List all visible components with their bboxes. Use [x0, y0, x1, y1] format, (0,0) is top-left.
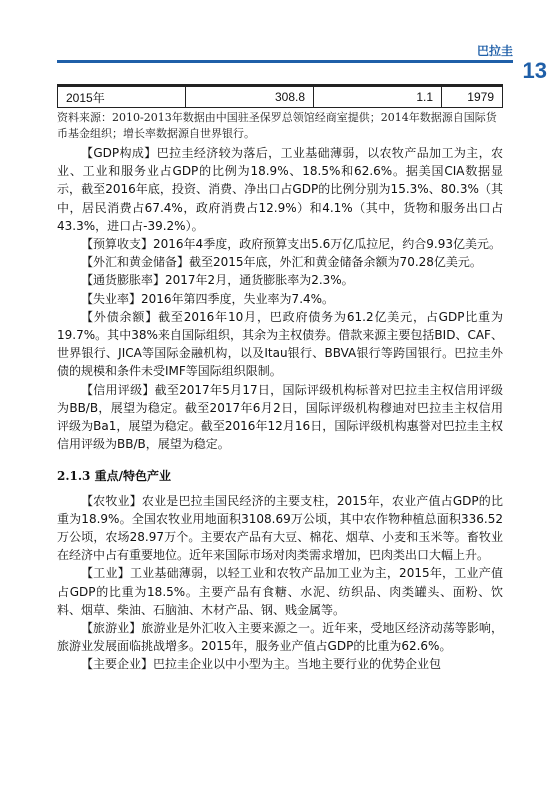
paragraph-label: 【旅游业】 [81, 621, 142, 636]
paragraph-group-industries [57, 492, 503, 674]
data-table [57, 86, 503, 108]
paragraph-text: 工业基础薄弱，以轻工业和农牧产品加工业为主，2015年，工业产值占GDP的比重为18.5%。主要产品有食糖、水泥、纺织品、肉类罐头、面粉、饮料、烟草、柴油、石脑油、木材产品、钢、贱金属等。 [57, 566, 503, 617]
paragraph-text: 截至2016年10月，巴政府债务为61.2亿美元，占GDP比重为19.7%。其中38%来自国际组织，其余为主权债券。借款来源主要包括BID、CAF、世界银行、JICA等国际金融机构，以及Itau银行、BBVA银行等跨国银行。巴拉圭外债的规模和条件未受IMF等国际组织限制。 [57, 309, 503, 379]
paragraph-label: 【预算收支】 [81, 237, 154, 252]
paragraph [57, 619, 503, 655]
paragraph-text: 旅游业是外汇收入主要来源之一。近年来，受地区经济动荡等影响，旅游业发展面临挑战增多。2015年，服务业产值占GDP的比重为62.6%。 [57, 621, 503, 654]
paragraph-text: 巴拉圭经济较为落后，工业基础薄弱，以农牧产品加工为主，农业、工业和服务业占GDP的比例为18.9%、18.5%和62.6%。据美国CIA数据显示，截至2016年底，投资、消费、净出口占GDP的比例分别为15.3%、80.3%（其中，居民消费占67.4%，政府消费占12.9%）和4.1%（其中，货物和服务出口占43.3%，进口占-39.2%）。 [57, 146, 503, 233]
paragraph [57, 564, 503, 619]
paragraph [57, 655, 503, 673]
paragraph-text: 截至2015年底，外汇和黄金储备余额为70.28亿美元。 [189, 255, 482, 270]
paragraph-label: 【主要企业】 [81, 657, 154, 672]
paragraph-label: 【通货膨胀率】 [81, 273, 166, 288]
paragraph [57, 308, 503, 381]
source-note: 资料来源：2010-2013年数据由中国驻圣保罗总领馆经商室提供；2014年数据源自国际货币基金组织；增长率数据源自世界银行。 [57, 111, 497, 140]
table-cell-growth: 1.1 [314, 87, 442, 108]
table-cell-year: 2015年 [58, 87, 186, 108]
paragraph-label: 【失业率】 [81, 291, 142, 306]
table-row [58, 87, 503, 108]
paragraph-text: 2016年4季度，政府预算支出5.6万亿瓜拉尼，约合9.93亿美元。 [153, 237, 501, 252]
paragraph [57, 492, 503, 565]
section-title: 巴拉圭 [476, 44, 513, 58]
paragraph-text: 巴拉圭企业以中小型为主。当地主要行业的优势企业包 [153, 657, 442, 672]
paragraph [57, 271, 503, 289]
page-number: 13 [522, 58, 547, 83]
paragraph-label: 【信用评级】 [81, 382, 155, 397]
paragraph [57, 235, 503, 253]
table-cell-per-capita: 1979 [442, 87, 503, 108]
paragraph [57, 253, 503, 271]
paragraph-label: 【GDP构成】 [81, 146, 157, 160]
paragraph-text: 农业是巴拉圭国民经济的主要支柱，2015年，农业产值占GDP的比重为18.9%。全国农牧业用地面积3108.69万公顷，其中农作物种植总面积336.52万公顷，农场28.97万个。主要农产品有大豆、棉花、烟草、小麦和玉米等。畜牧业在经济中占有重要地位。近年来国际市场对肉类需求增加，巴肉类出口大幅上升。 [57, 493, 503, 563]
paragraph-label: 【外汇和黄金储备】 [81, 255, 190, 270]
paragraph [57, 290, 503, 308]
subsection-heading: 2.1.3 重点/特色产业 [57, 469, 171, 484]
paragraph-text: 2016年第四季度，失业率为7.4%。 [141, 291, 335, 306]
header-rule [57, 60, 513, 63]
paragraph-group-economy [57, 144, 503, 453]
main-content [57, 144, 503, 674]
paragraph-text: 截至2017年5月17日，国际评级机构标普对巴拉圭主权信用评级为BB/B，展望为稳定。截至2017年6月2日，国际评级机构穆迪对巴拉圭主权信用评级为Ba1，展望为稳定。截至2016年12月16日，国际评级机构惠誉对巴拉圭主权信用评级为BB/B，展望为稳定。 [57, 382, 503, 452]
paragraph-label: 【农牧业】 [81, 493, 142, 508]
table-cell-value: 308.8 [186, 87, 314, 108]
paragraph [57, 144, 503, 235]
paragraph-label: 【工业】 [81, 566, 130, 581]
paragraph-text: 2017年2月，通货膨胀率为2.3%。 [165, 273, 354, 288]
paragraph-label: 【外债余额】 [81, 309, 159, 324]
paragraph [57, 381, 503, 454]
